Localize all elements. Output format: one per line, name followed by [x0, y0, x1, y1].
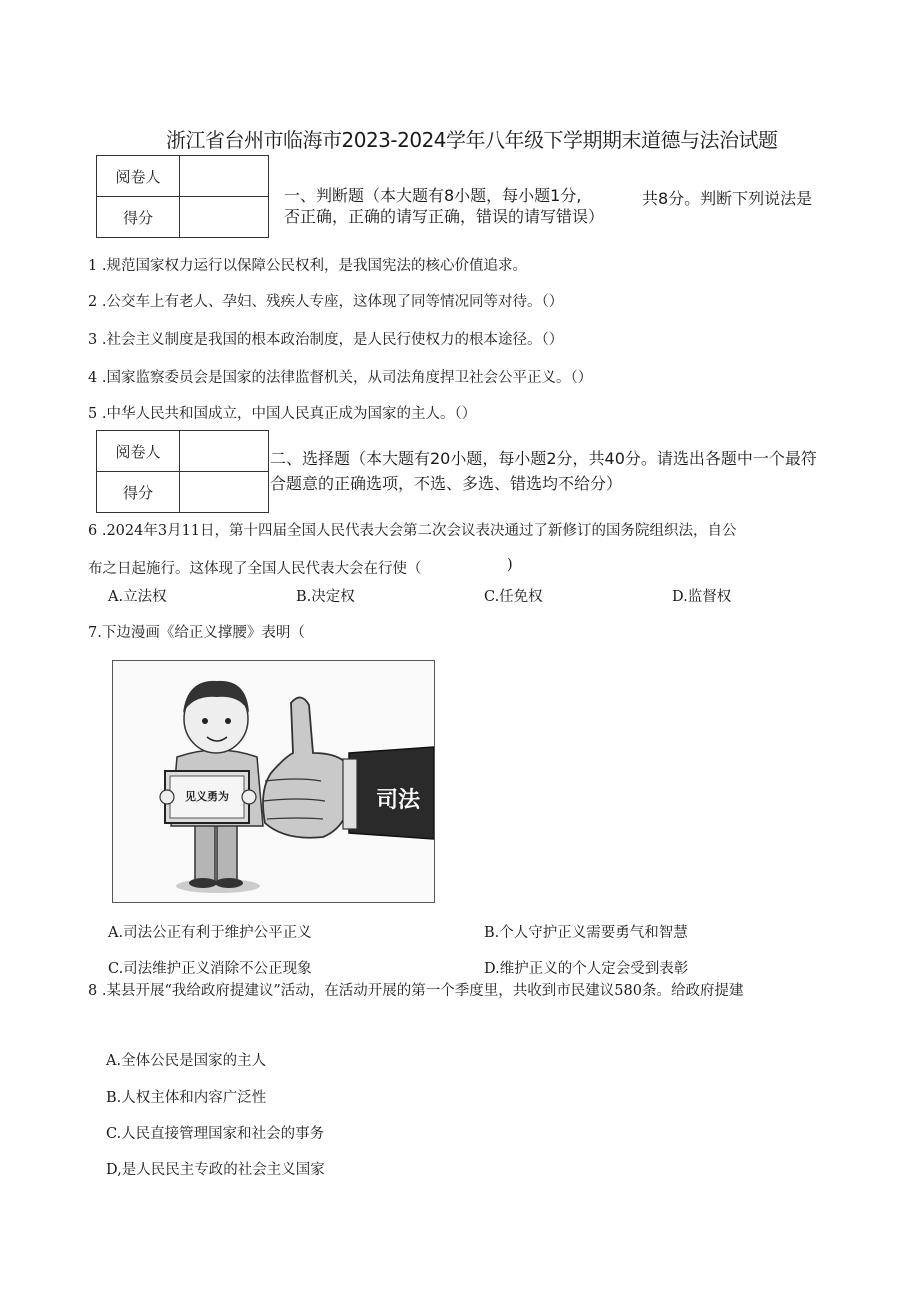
judgment-4: [88, 366, 592, 387]
sleeve-text: 司法: [375, 788, 421, 813]
reviewer-label: 阅卷人: [97, 431, 180, 472]
q8-option-c[interactable]: C.人民直接管理国家和社会的事务: [106, 1126, 325, 1142]
q8-option-b[interactable]: B.人权主体和内容广泛性: [106, 1090, 267, 1106]
section1-heading-line1: 一、判断题（本大题有8小题，每小题1分,: [284, 186, 582, 205]
question-text: .国家监察委员会是国家的法律监督机关，从司法角度捍卫社会公平正义。（）: [101, 370, 593, 386]
question-number: 4: [88, 370, 98, 386]
q6-option-c[interactable]: C.任免权: [484, 589, 543, 605]
q8-option-d[interactable]: D,是人民民主专政的社会主义国家: [106, 1162, 325, 1178]
q6-option-d[interactable]: D.监督权: [672, 589, 732, 605]
score-table-1: [96, 155, 269, 238]
q7-option-b[interactable]: B.个人守护正义需要勇气和智慧: [484, 925, 688, 941]
question-text: .社会主义制度是我国的根本政治制度，是人民行使权力的根本途径。（）: [101, 332, 564, 348]
cartoon-illustration: [113, 661, 434, 902]
question-text: .公交车上有老人、孕妇、残疾人专座，这体现了同等情况同等对待。（）: [101, 294, 564, 310]
question-text: .某县开展“我给政府提建议”活动，在活动开展的第一个季度里，共收到市民建议580条。给政府提建: [101, 983, 744, 999]
answer-paren-close: ): [507, 557, 513, 573]
q6-option-b[interactable]: B.决定权: [296, 589, 355, 605]
question-6-line1: [88, 519, 737, 540]
justice-cartoon: [112, 660, 435, 903]
q7-option-c[interactable]: C.司法维护正义消除不公正现象: [108, 961, 312, 977]
score-table-2: [96, 430, 269, 513]
reviewer-blank: [180, 431, 269, 472]
question-text: .规范国家权力运行以保障公民权利，是我国宪法的核心价值追求。: [101, 258, 527, 274]
judgment-1: [88, 254, 527, 275]
q7-option-d[interactable]: D.维护正义的个人定会受到表彰: [484, 961, 689, 977]
judgment-5: [88, 402, 476, 423]
question-6-line2: 布之日起施行。这体现了全国人民代表大会在行使（: [88, 561, 422, 577]
certificate-text: 见义勇为: [185, 790, 229, 803]
question-7-stem: 7.下边漫画《给正义撑腰》表明（: [88, 625, 305, 641]
judgment-3: [88, 328, 563, 349]
question-8-stem: [88, 979, 743, 1000]
question-number: 2: [88, 294, 98, 310]
score-blank: [180, 472, 269, 513]
question-number: 5: [88, 406, 98, 422]
reviewer-label: 阅卷人: [97, 156, 180, 197]
judgment-2: [88, 290, 563, 311]
page-title: 浙江省台州市临海市2023-2024学年八年级下学期期末道德与法治试题: [166, 128, 778, 152]
question-number: 8: [88, 983, 98, 999]
q6-option-a[interactable]: A.立法权: [108, 589, 167, 605]
section2-heading-line1: 二、选择题（本大题有20小题，每小题2分，共40分。请选出各题中一个最符: [270, 449, 817, 468]
q7-option-a[interactable]: A.司法公正有利于维护公平正义: [108, 925, 312, 941]
score-label: 得分: [97, 472, 180, 513]
question-text: .2024年3月11日，第十四届全国人民代表大会第二次会议表决通过了新修订的国务院组织法，自公: [101, 523, 737, 539]
section2-heading-line2: 合题意的正确选项，不选、多选、错选均不给分）: [270, 474, 623, 493]
question-number: 3: [88, 332, 98, 348]
reviewer-blank: [180, 156, 269, 197]
q8-option-a[interactable]: A.全体公民是国家的主人: [106, 1053, 267, 1069]
score-label: 得分: [97, 197, 180, 238]
score-blank: [180, 197, 269, 238]
question-text: .中华人民共和国成立，中国人民真正成为国家的主人。（）: [101, 406, 477, 422]
section1-heading-tail: 共8分。判断下列说法是: [642, 189, 813, 208]
section1-heading-line2: 否正确，正确的请写正确，错误的请写错误）: [284, 207, 605, 226]
question-number: 1: [88, 258, 98, 274]
question-number: 6: [88, 523, 98, 539]
